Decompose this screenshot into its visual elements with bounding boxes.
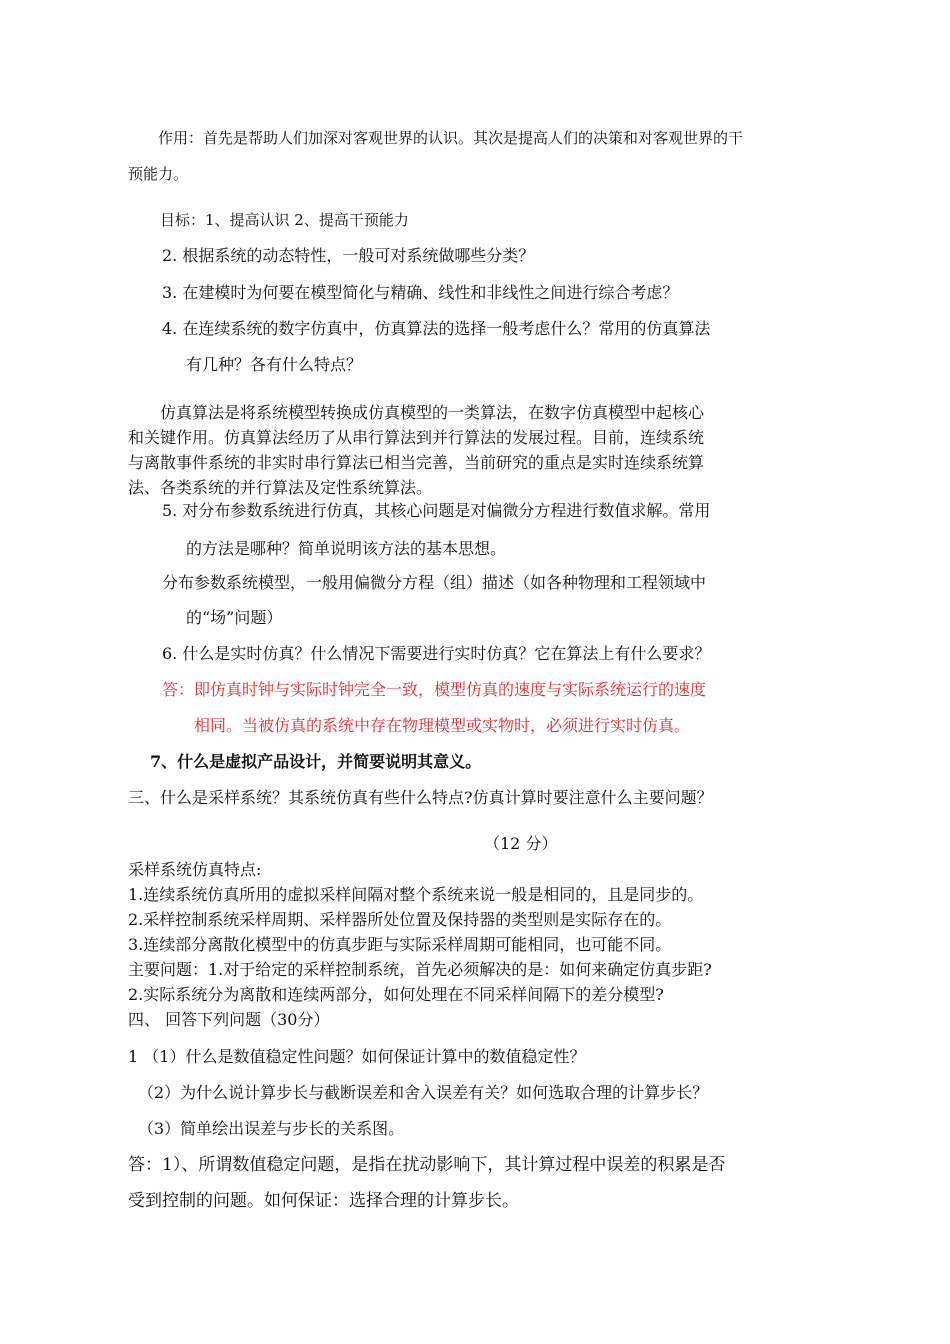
text-line-goal: 目标：1、提高认识 2、提高干预能力: [160, 211, 409, 229]
text-line-role-cont: 预能力。: [128, 165, 189, 183]
answer-4-line-4: 法、各类系统的并行算法及定性系统算法。: [128, 478, 433, 497]
section-3-score: （12 分）: [484, 834, 558, 853]
answer-4-line-3: 与离散事件系统的非实时串行算法已相当完善，当前研究的重点是实时连续系统算: [128, 453, 705, 472]
main-problem-1: 主要问题：1.对于给定的采样控制系统，首先必须解决的是：如何来确定仿真步距?: [128, 960, 712, 979]
question-4: 4. 在连续系统的数字仿真中，仿真算法的选择一般考虑什么？常用的仿真算法: [162, 319, 711, 338]
section-4-q1-1: 1 （1）什么是数值稳定性问题？如何保证计算中的数值稳定性？: [128, 1047, 586, 1066]
text-line-role: 作用：首先是帮助人们加深对客观世界的认识。其次是提高人们的决策和对客观世界的干: [158, 129, 744, 147]
answer-4-line-1: 仿真算法是将系统模型转换成仿真模型的一类算法，在数字仿真模型中起核心: [160, 403, 705, 422]
sampling-features-title: 采样系统仿真特点:: [128, 860, 262, 879]
section-4-answer-cont: 受到控制的问题。如何保证：选择合理的计算步长。: [128, 1191, 519, 1211]
sampling-feature-3: 3.连续部分离散化模型中的仿真步距与实际采样周期可能相同，也可能不同。: [128, 935, 672, 954]
question-7: 7、什么是虚拟产品设计，并简要说明其意义。: [150, 752, 482, 771]
main-problem-2: 2.实际系统分为离散和连续两部分，如何处理在不同采样间隔下的差分模型?: [128, 985, 664, 1004]
section-3-heading: 三、什么是采样系统？其系统仿真有些什么特点?仿真计算时要注意什么主要问题？: [128, 788, 713, 807]
section-4-q1-3: （3）简单绘出误差与步长的关系图。: [138, 1119, 405, 1138]
question-5: 5. 对分布参数系统进行仿真，其核心问题是对偏微分方程进行数值求解。常用: [162, 501, 711, 520]
sampling-feature-1: 1.连续系统仿真所用的虚拟采样间隔对整个系统来说一般是相同的，且是同步的。: [128, 885, 704, 904]
answer-5-cont: 的“场”问题）: [186, 608, 283, 627]
question-3: 3. 在建模时为何要在模型简化与精确、线性和非线性之间进行综合考虑？: [162, 283, 679, 302]
section-4-heading: 四、 回答下列问题（30分）: [128, 1010, 330, 1029]
section-4-q1-2: （2）为什么说计算步长与截断误差和舍入误差有关？如何选取合理的计算步长？: [138, 1083, 709, 1102]
answer-4-line-2: 和关键作用。仿真算法经历了从串行算法到并行算法的发展过程。目前，连续系统: [128, 428, 705, 447]
question-6: 6. 什么是实时仿真？什么情况下需要进行实时仿真？它在算法上有什么要求？: [162, 644, 711, 663]
answer-6-cont: 相同。当被仿真的系统中存在物理模型或实物时，必须进行实时仿真。: [194, 716, 691, 735]
answer-5: 分布参数系统模型，一般用偏微分方程（组）描述（如各种物理和工程领域中: [162, 573, 707, 592]
question-5-cont: 的方法是哪种？简单说明该方法的基本思想。: [186, 539, 507, 558]
question-4-cont: 有几种？各有什么特点？: [186, 355, 363, 374]
question-2: 2. 根据系统的动态特性，一般可对系统做哪些分类？: [162, 246, 535, 265]
answer-6: 答：即仿真时钟与实际时钟完全一致，模型仿真的速度与实际系统运行的速度: [162, 680, 707, 699]
sampling-feature-2: 2.采样控制系统采样周期、采样器所处位置及保持器的类型则是实际存在的。: [128, 910, 672, 929]
section-4-answer: 答：1）、所谓数值稳定问题，是指在扰动影响下，其计算过程中误差的积累是否: [128, 1155, 726, 1175]
